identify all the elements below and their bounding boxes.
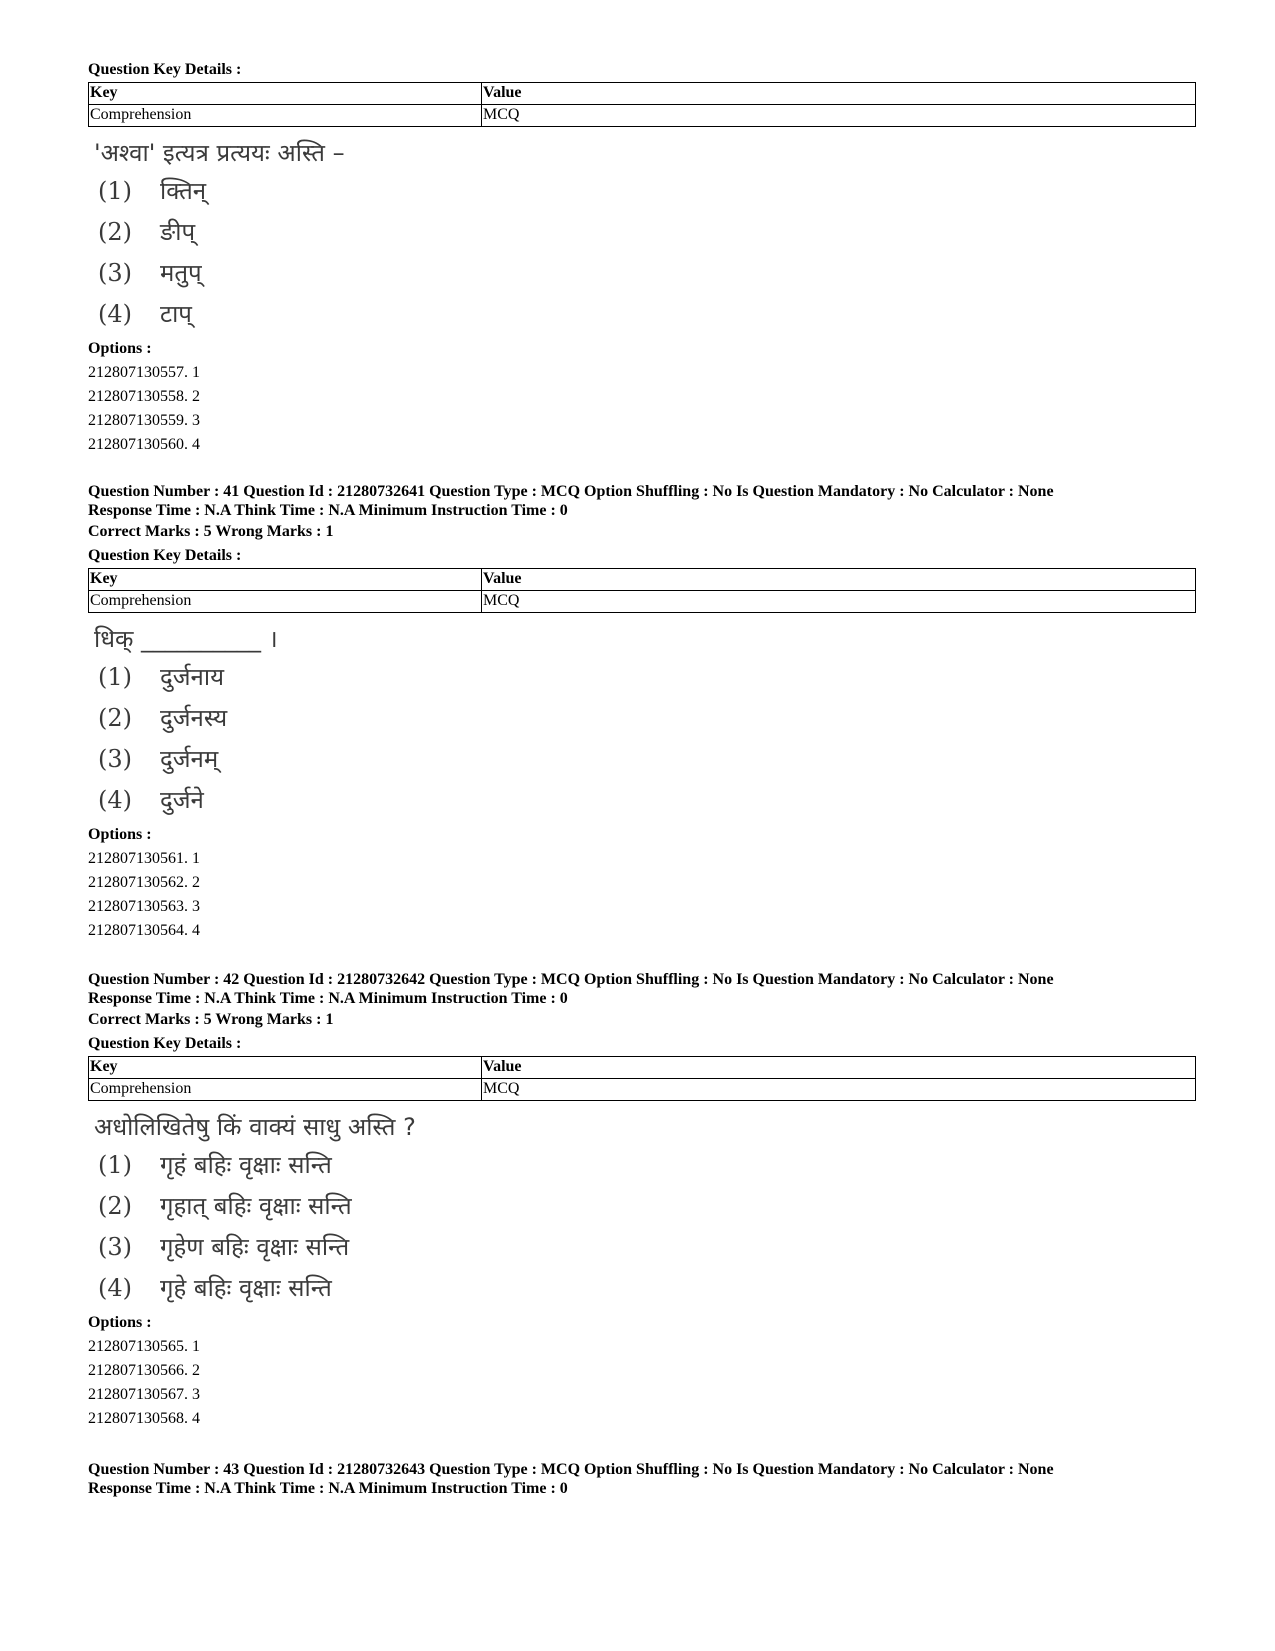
option-item: 212807130562. 2 — [88, 874, 200, 891]
question-header-line1: Question Number : 43 Question Id : 21280732643 Question Type : MCQ Option Shuffling : No Is Question Mandatory : No Calculator : None — [88, 1461, 1054, 1478]
option-item: 212807130559. 3 — [88, 412, 200, 429]
table-head-value: Value — [482, 569, 1196, 591]
choice-number: (3) — [98, 745, 132, 773]
options-label: Options : — [88, 826, 152, 843]
choice-item — [88, 1268, 1196, 1309]
question-stem: धिक् __________ । — [94, 625, 278, 653]
choice-number: (1) — [98, 177, 132, 205]
table-header-row — [89, 569, 1196, 591]
choice-text: दुर्जनाय — [160, 663, 225, 691]
choice-text: दुर्जने — [160, 786, 204, 814]
choice-number: (2) — [98, 704, 132, 732]
table-cell-key: Comprehension — [89, 591, 482, 613]
key-details-table — [88, 82, 1196, 127]
choice-text: मतुप् — [160, 259, 202, 287]
option-item: 212807130557. 1 — [88, 364, 200, 381]
option-item: 212807130567. 3 — [88, 1386, 200, 1403]
choice-item — [88, 780, 1196, 821]
choice-text: टाप् — [160, 300, 192, 328]
question-block-41 — [88, 482, 1196, 943]
question-image — [88, 135, 1196, 335]
option-item: 212807130560. 4 — [88, 436, 200, 453]
table-row — [89, 105, 1196, 127]
key-details-label: Question Key Details : — [88, 61, 242, 78]
table-head-value: Value — [482, 1057, 1196, 1079]
option-item: 212807130568. 4 — [88, 1410, 200, 1427]
choice-text: गृहे बहिः वृक्षाः सन्ति — [160, 1274, 332, 1302]
marks-line: Correct Marks : 5 Wrong Marks : 1 — [88, 1011, 334, 1028]
choice-number: (4) — [98, 300, 132, 328]
table-head-key: Key — [89, 83, 482, 105]
choice-number: (3) — [98, 259, 132, 287]
question-stem: 'अश्वा' इत्यत्र प्रत्ययः अस्ति – — [94, 139, 345, 167]
option-item: 212807130561. 1 — [88, 850, 200, 867]
option-item: 212807130565. 1 — [88, 1338, 200, 1355]
table-cell-value: MCQ — [482, 105, 1196, 127]
choice-item — [88, 739, 1196, 780]
question-header-line2: Response Time : N.A Think Time : N.A Minimum Instruction Time : 0 — [88, 502, 568, 519]
choice-number: (1) — [98, 1151, 132, 1179]
table-cell-value: MCQ — [482, 591, 1196, 613]
key-details-table — [88, 1056, 1196, 1101]
choice-text: दुर्जनस्य — [160, 704, 228, 732]
options-label: Options : — [88, 340, 152, 357]
choice-item — [88, 1227, 1196, 1268]
choice-item — [88, 212, 1196, 253]
choice-text: गृहेण बहिः वृक्षाः सन्ति — [160, 1233, 350, 1261]
key-details-label: Question Key Details : — [88, 1035, 242, 1052]
question-block-43 — [88, 1460, 1196, 1498]
choice-number: (2) — [98, 1192, 132, 1220]
choice-text: क्तिन् — [160, 177, 207, 205]
table-head-key: Key — [89, 1057, 482, 1079]
choice-number: (2) — [98, 218, 132, 246]
table-header-row — [89, 83, 1196, 105]
choice-item — [88, 698, 1196, 739]
question-stem: अधोलिखितेषु किं वाक्यं साधु अस्ति ? — [94, 1113, 416, 1141]
choice-item — [88, 171, 1196, 212]
question-image — [88, 1109, 1196, 1309]
marks-line: Correct Marks : 5 Wrong Marks : 1 — [88, 523, 334, 540]
question-header-line1: Question Number : 41 Question Id : 21280732641 Question Type : MCQ Option Shuffling : No Is Question Mandatory : No Calculator : None — [88, 483, 1054, 500]
choice-number: (4) — [98, 1274, 132, 1302]
choice-number: (1) — [98, 663, 132, 691]
table-cell-value: MCQ — [482, 1079, 1196, 1101]
choice-item — [88, 294, 1196, 335]
choice-text: दुर्जनम् — [160, 745, 219, 773]
question-header-line2: Response Time : N.A Think Time : N.A Minimum Instruction Time : 0 — [88, 1480, 568, 1497]
table-cell-key: Comprehension — [89, 1079, 482, 1101]
table-cell-key: Comprehension — [89, 105, 482, 127]
choice-number: (3) — [98, 1233, 132, 1261]
table-row — [89, 591, 1196, 613]
option-item: 212807130563. 3 — [88, 898, 200, 915]
choice-item — [88, 253, 1196, 294]
question-block-40 — [88, 58, 1196, 457]
table-header-row — [89, 1057, 1196, 1079]
question-header-line1: Question Number : 42 Question Id : 21280732642 Question Type : MCQ Option Shuffling : No Is Question Mandatory : No Calculator : None — [88, 971, 1054, 988]
choice-number: (4) — [98, 786, 132, 814]
choice-item — [88, 1186, 1196, 1227]
table-head-key: Key — [89, 569, 482, 591]
choice-item — [88, 657, 1196, 698]
question-block-42 — [88, 970, 1196, 1431]
choice-text: गृहं बहिः वृक्षाः सन्ति — [160, 1151, 332, 1179]
choice-text: ङीप् — [160, 218, 196, 246]
question-image — [88, 621, 1196, 821]
option-item: 212807130564. 4 — [88, 922, 200, 939]
choice-item — [88, 1145, 1196, 1186]
option-item: 212807130566. 2 — [88, 1362, 200, 1379]
option-item: 212807130558. 2 — [88, 388, 200, 405]
table-row — [89, 1079, 1196, 1101]
choice-text: गृहात् बहिः वृक्षाः सन्ति — [160, 1192, 352, 1220]
question-header-line2: Response Time : N.A Think Time : N.A Minimum Instruction Time : 0 — [88, 990, 568, 1007]
key-details-table — [88, 568, 1196, 613]
key-details-label: Question Key Details : — [88, 547, 242, 564]
options-label: Options : — [88, 1314, 152, 1331]
table-head-value: Value — [482, 83, 1196, 105]
